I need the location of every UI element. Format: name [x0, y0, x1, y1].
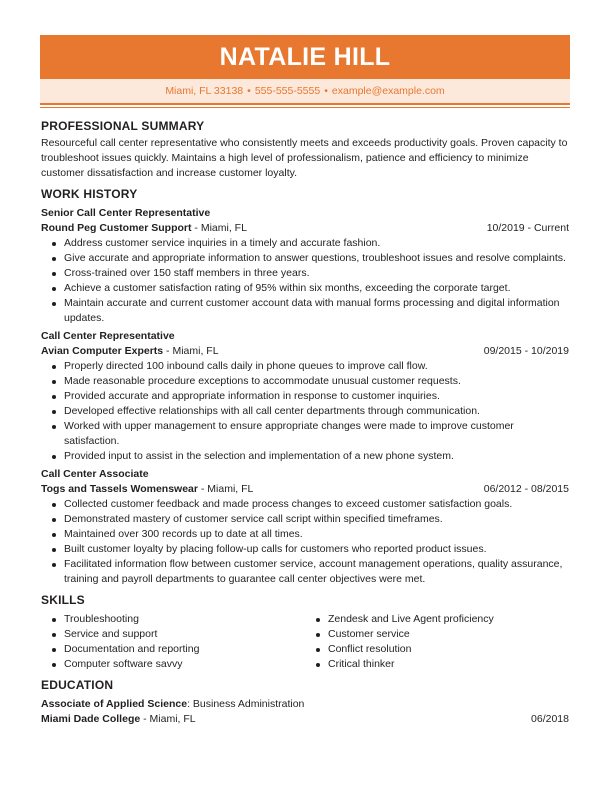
section-title: PROFESSIONAL SUMMARY: [41, 119, 205, 133]
contact-email: example@example.com: [331, 85, 445, 97]
skill-item: Conflict resolution: [328, 642, 569, 657]
job-bullets: [41, 497, 569, 587]
job-bullets: [41, 236, 569, 326]
job-meta: [41, 482, 569, 497]
graduation-date: 06/2018: [531, 713, 569, 725]
list-item: Provided input to assist in the selection and implementation of a new phone system.: [64, 449, 569, 464]
company-location: - Miami, FL: [163, 345, 219, 357]
school-location: - Miami, FL: [140, 713, 196, 725]
list-item: Provided accurate and appropriate information in response to customer inquiries.: [64, 389, 569, 404]
job-meta: [41, 344, 569, 359]
job-employer: [41, 482, 253, 497]
job-dates: 06/2012 - 08/2015: [483, 483, 569, 495]
education-school-line: [41, 712, 569, 727]
resume-body: [41, 118, 569, 727]
contact-separator: •: [324, 85, 328, 97]
contact-separator: •: [247, 85, 251, 97]
job-entry: [41, 467, 569, 587]
list-item: Developed effective relationships with all call center departments through communication.: [64, 404, 569, 419]
company-location: - Miami, FL: [197, 483, 254, 495]
section-title: EDUCATION: [41, 678, 114, 692]
list-item: Maintain accurate and current customer account data with manual forms processing and digital information updates.: [64, 296, 569, 326]
list-item: Collected customer feedback and made process changes to exceed customer satisfaction goals.: [64, 497, 569, 512]
header-divider-thin: [40, 107, 570, 108]
skill-item: Troubleshooting: [64, 612, 305, 627]
list-item: Maintained over 300 records up to date at all times.: [64, 527, 569, 542]
school-info: [41, 712, 196, 727]
list-item: Achieve a customer satisfaction rating of 95% within six months, exceeding the corporate target.: [64, 281, 569, 296]
candidate-name: NATALIE HILL: [219, 42, 391, 71]
job-employer: [41, 344, 219, 359]
header-name-bar: [40, 35, 570, 79]
job-entry: [41, 206, 569, 326]
school-name: Miami Dade College: [41, 713, 141, 725]
education-degree-line: [41, 697, 569, 712]
skill-item: Documentation and reporting: [64, 642, 305, 657]
skill-item: Critical thinker: [328, 657, 569, 672]
list-item: Cross-trained over 150 staff members in three years.: [64, 266, 569, 281]
list-item: Give accurate and appropriate information to answer questions, troubleshoot issues and resolve complaints.: [64, 251, 569, 266]
section-title: SKILLS: [41, 593, 85, 607]
list-item: Built customer loyalty by placing follow-up calls for customers who reported product issues.: [64, 542, 569, 557]
contact-location: Miami, FL 33138: [165, 85, 244, 97]
list-item: Made reasonable procedure exceptions to accommodate unusual customer requests.: [64, 374, 569, 389]
skills-column-right: [305, 612, 569, 672]
job-entry: [41, 329, 569, 464]
header-divider: [40, 103, 570, 105]
skill-item: Customer service: [328, 627, 569, 642]
education-section: [41, 677, 569, 727]
skill-item: Service and support: [64, 627, 305, 642]
work-history-section: [41, 186, 569, 587]
job-title: Call Center Representative: [41, 330, 175, 342]
skills-grid: [41, 612, 569, 672]
job-employer: [41, 221, 247, 236]
company-name: Round Peg Customer Support: [41, 222, 192, 234]
list-item: Properly directed 100 inbound calls daily in phone queues to improve call flow.: [64, 359, 569, 374]
job-bullets: [41, 359, 569, 464]
contact-bar: [40, 79, 570, 103]
list-item: Demonstrated mastery of customer service call script within specified timeframes.: [64, 512, 569, 527]
summary-section: [41, 118, 569, 181]
skills-section: [41, 592, 569, 672]
company-name: Avian Computer Experts: [41, 345, 164, 357]
job-dates: 09/2015 - 10/2019: [483, 345, 569, 357]
skill-item: Computer software savvy: [64, 657, 305, 672]
job-dates: 10/2019 - Current: [486, 222, 569, 234]
section-title: WORK HISTORY: [41, 187, 138, 201]
summary-text: Resourceful call center representative who consistently meets and exceeds productivity goals. Proven capacity to troubleshoot issues quickly. Maintains a high level of professionalism, patience and efficiency to minimize customer dissatisfaction and increase customer loyalty.: [41, 137, 568, 179]
skills-column-left: [41, 612, 305, 672]
company-location: - Miami, FL: [191, 222, 247, 234]
contact-phone: 555-555-5555: [254, 85, 321, 97]
skill-item: Zendesk and Live Agent proficiency: [328, 612, 569, 627]
list-item: Worked with upper management to ensure appropriate changes were made to improve customer satisfaction.: [64, 419, 569, 449]
list-item: Facilitated information flow between customer service, account management operations, quality assurance, training and payroll departments to guarantee call center objectives were met.: [64, 557, 569, 587]
degree-name: Associate of Applied Science: [41, 698, 188, 710]
job-title: Call Center Associate: [41, 468, 149, 480]
company-name: Togs and Tassels Womenswear: [41, 483, 198, 495]
list-item: Address customer service inquiries in a timely and accurate fashion.: [64, 236, 569, 251]
job-title: Senior Call Center Representative: [41, 207, 211, 219]
job-meta: [41, 221, 569, 236]
degree-field: : Business Administration: [187, 698, 305, 710]
